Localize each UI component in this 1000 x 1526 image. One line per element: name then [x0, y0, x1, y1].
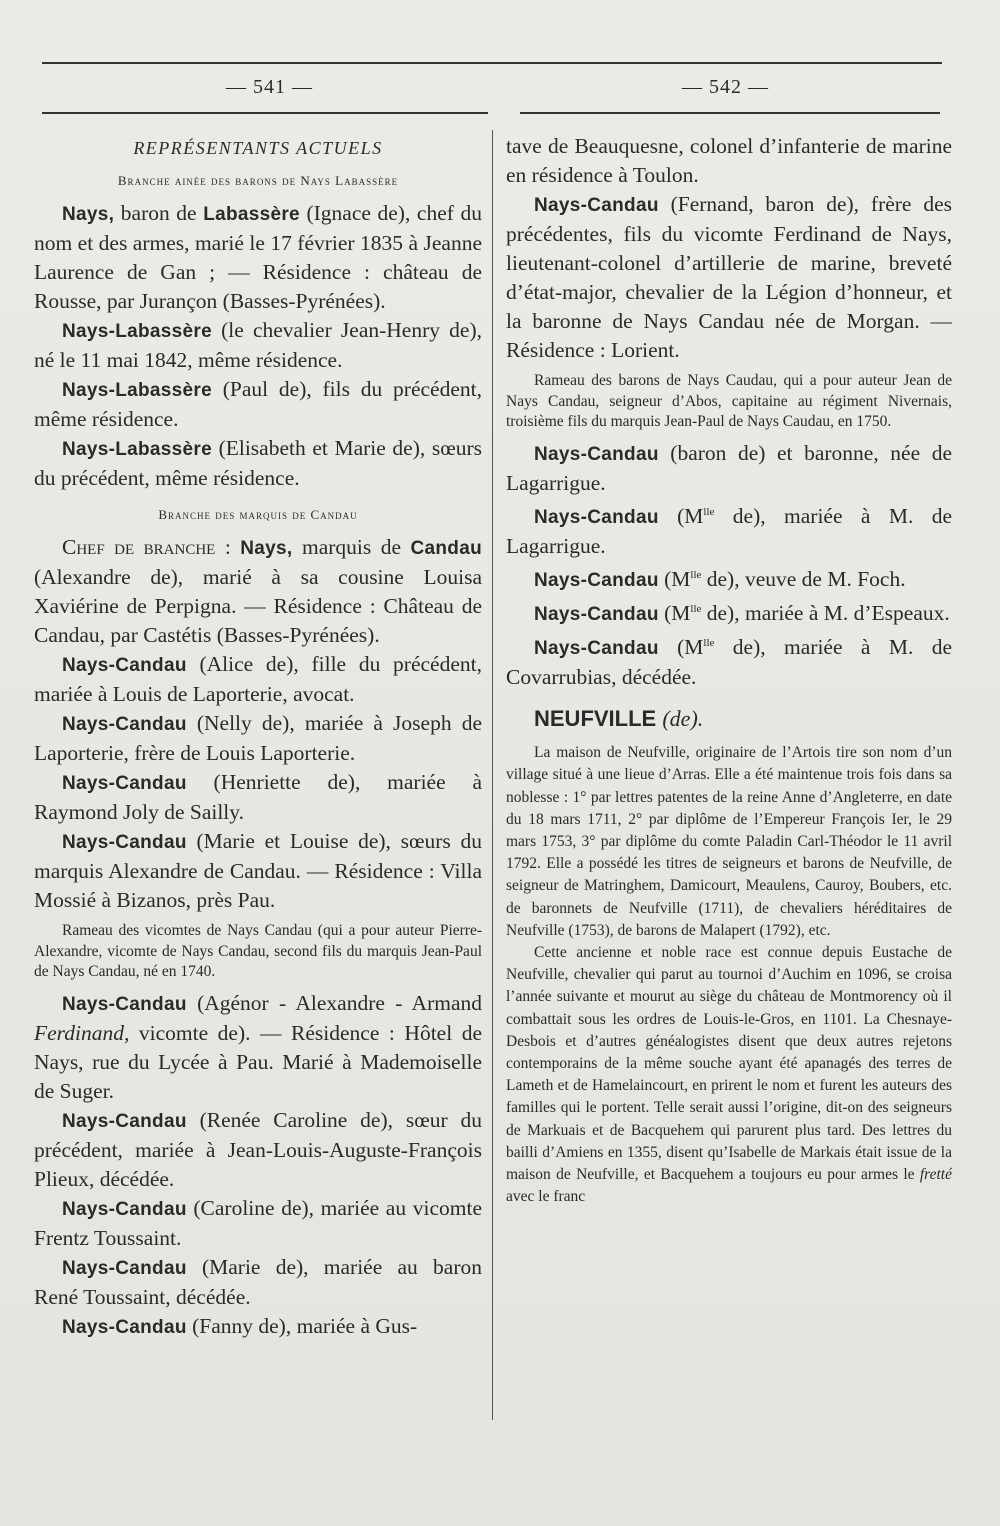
- entry-name: Nays,: [62, 204, 115, 225]
- entry-alice: Nays-Candau (Alice de), fille du précédent, mariée à Louis de Laporterie, avocat.: [34, 652, 482, 706]
- entry-paul: Nays-Labassère (Paul de), fils du précédent, même résidence.: [34, 377, 482, 431]
- entry-name: Nays,: [240, 538, 293, 559]
- note-barons: Rameau des barons de Nays Caudau, qui a pour auteur Jean de Nays Candau, seigneur d’Abos, capitaine au régiment Nivernais, troisième fils du marquis Jean-Paul de Nays Caudau, en 1750.: [506, 372, 952, 430]
- branch-title-candau: Branche des marquis de Candau: [158, 507, 358, 522]
- page-number-right: — 542 —: [682, 76, 769, 98]
- entry-marie-louise: Nays-Candau (Marie et Louise de), sœurs du marquis Alexandre de Candau. — Résidence : Villa Mossié à Bizanos, près Pau.: [34, 829, 482, 912]
- entry-name: Nays-Candau: [62, 773, 187, 794]
- entry-henriette: Nays-Candau (Henriette de), mariée à Raymond Joly de Sailly.: [34, 770, 482, 824]
- entry-ignace: Nays, baron de Labassère (Ignace de), chef du nom et des armes, marié le 17 février 1835 à Jeanne Laurence de Gan ; — Résidence : château de Rousse, par Jurançon (Basses-Pyrénées).: [34, 201, 482, 313]
- entry-name: Nays-Candau: [62, 993, 187, 1015]
- neufville-paragraph-2: Cette ancienne et noble race est connue depuis Eustache de Neufville, chevalier qui parut au tournoi d’Auchim en 1096, se croisa l’année suivante et mourut au siège du château de Montmorency où il combattait sous les ordres de Louis-le-Gros, en 1101. La Chesnaye-Desbois et d’autres généalogistes disent que deux autres rejetons contemporains de la même souche ayant été apanagés des terres de Lameth et de Hamelaincourt, en prirent le nom et furent les auteurs des familles qui le portent. Telle serait aussi l’origine, dit-on des seigneurs de Markuais et de Bacquehem qui parurent plus tard. Des lettres du bailli d’Amiens en 1355, disent qu’Isabelle de Markais était issue de la maison de Neufville, et Bacquehem a toujours eu pour armes le fretté avec le franc: [506, 943, 952, 1206]
- entry-name: Nays-Labassère: [62, 321, 212, 342]
- entry-mlle-covarrubias: Nays-Candau ($M^{lle}$ de), mariée à M. de Covarrubias, décédée.: [506, 635, 952, 690]
- left-column: [34, 132, 482, 1342]
- entry-caroline: Nays-Candau (Caroline de), mariée au vicomte Frentz Toussaint.: [34, 1195, 482, 1250]
- entry-mlle-espeaux: Nays-Candau ($M^{lle}$ de), mariée à M. d’Espeaux.: [534, 600, 950, 625]
- entry-elisabeth-marie: Nays-Labassère (Elisabeth et Marie de), sœurs du précédent, même résidence.: [34, 436, 482, 490]
- entry-name: Nays-Candau: [62, 832, 187, 853]
- entry-jean-henry: Nays-Labassère (le chevalier Jean-Henry de), né le 11 mai 1842, même résidence.: [34, 318, 482, 372]
- note-vicomtes: Rameau des vicomtes de Nays Candau (qui a pour auteur Pierre-Alexandre, vicomte de Nays Candau, second fils du marquis Jean-Paul de Nays Candau, né en 1740.: [34, 922, 482, 980]
- entry-baron-baronne: Nays-Candau (baron de) et baronne, née de Lagarrigue.: [506, 440, 952, 495]
- entry-alexandre: Chef de branche : Nays, marquis de Candau (Alexandre de), marié à sa cousine Louisa Xaviérine de Perpigna. — Résidence : Château de Candau, par Castétis (Basses-Pyrénées).: [34, 535, 482, 647]
- entry-fanny-continued: tave de Beauquesne, colonel d’infanterie de marine en résidence à Toulon.: [506, 134, 952, 187]
- entry-fernand: Nays-Candau (Fernand, baron de), frère des précédentes, fils du vicomte Ferdinand de Nays, lieutenant-colonel d’artillerie de marine, breveté d’état-major, chevalier de la Légion d’honneur, et la baronne de Nays Candau née de Morgan. — Résidence : Lorient.: [506, 192, 952, 362]
- column-divider: [492, 130, 493, 1420]
- entry-fanny: Nays-Candau (Fanny de), mariée à Gus-: [62, 1313, 418, 1338]
- entry-name: Nays-Candau: [534, 506, 659, 528]
- entry-name: Nays-Candau: [534, 569, 659, 591]
- neufville-paragraph-1: La maison de Neufville, originaire de l’Artois tire son nom d’un village situé à une lieue d’Arras. Elle a été maintenue trois fois dans sa noblesse : 1° par lettres patentes de la reine Anne d’Angleterre, en date du 18 mars 1711, 2° par diplôme de l’Empereur François Ier, le 29 mars 1753, 3° par diplôme du comte Paladin Carl-Théodor le 11 avril 1792. Elle a possédé les titres de seigneurs et barons de Neufville, de seigneur de Matringhem, Damicourt, Meaulens, Cauroy, Boubers, etc. de baronnets de Neufville (1711), de chevaliers héréditaires de Neufville (1753), de barons de Malapert (1792), etc.: [506, 744, 952, 939]
- page-number-left: — 541 —: [226, 76, 313, 98]
- branch-title-labassere: Branche ainée des barons de Nays Labassère: [117, 173, 399, 188]
- entry-name: Nays-Labassère: [62, 380, 212, 401]
- top-rule: [42, 62, 942, 64]
- entry-agenor: Nays-Candau (Agénor - Alexandre - Armand Ferdinand, vicomte de). — Résidence : Hôtel de Nays, rue du Lycée à Pau. Marié à Mademoiselle de Suger.: [34, 990, 482, 1103]
- family-heading: NEUFVILLE (de).: [534, 706, 704, 732]
- entry-name: Nays-Candau: [62, 1198, 187, 1220]
- entry-name: Labassère: [203, 204, 300, 225]
- section-title: REPRÉSENTANTS ACTUELS: [133, 138, 383, 158]
- entry-name: Nays-Candau: [62, 1316, 187, 1338]
- header-rule-right: [520, 112, 940, 114]
- entry-name: Nays-Candau: [534, 638, 659, 660]
- entry-name: Nays-Candau: [62, 655, 187, 676]
- entry-name: Nays-Candau: [62, 1257, 187, 1279]
- entry-name: Nays-Candau: [62, 714, 187, 735]
- right-column: [506, 132, 952, 1208]
- entry-name: Nays-Candau: [62, 1110, 187, 1132]
- entry-renee: Nays-Candau (Renée Caroline de), sœur du précédent, mariée à Jean-Louis-Auguste-François Plieux, décédée.: [34, 1107, 482, 1191]
- entry-name: Nays-Candau: [534, 195, 659, 216]
- entry-marie: Nays-Candau (Marie de), mariée au baron René Toussaint, décédée.: [34, 1254, 482, 1309]
- entry-name: Nays-Labassère: [62, 439, 212, 460]
- header-rule-left: [42, 112, 488, 114]
- entry-name: Nays-Candau: [534, 443, 659, 465]
- entry-name: Candau: [410, 538, 482, 559]
- entry-nelly: Nays-Candau (Nelly de), mariée à Joseph de Laporterie, frère de Louis Laporterie.: [34, 711, 482, 765]
- entry-mlle-foch: Nays-Candau ($M^{lle}$ de), veuve de M. Foch.: [534, 566, 906, 591]
- entry-name: Nays-Candau: [534, 603, 659, 625]
- entry-mlle-lagarrigue: Nays-Candau ($M^{lle}$ de), mariée à M. de Lagarrigue.: [506, 503, 952, 558]
